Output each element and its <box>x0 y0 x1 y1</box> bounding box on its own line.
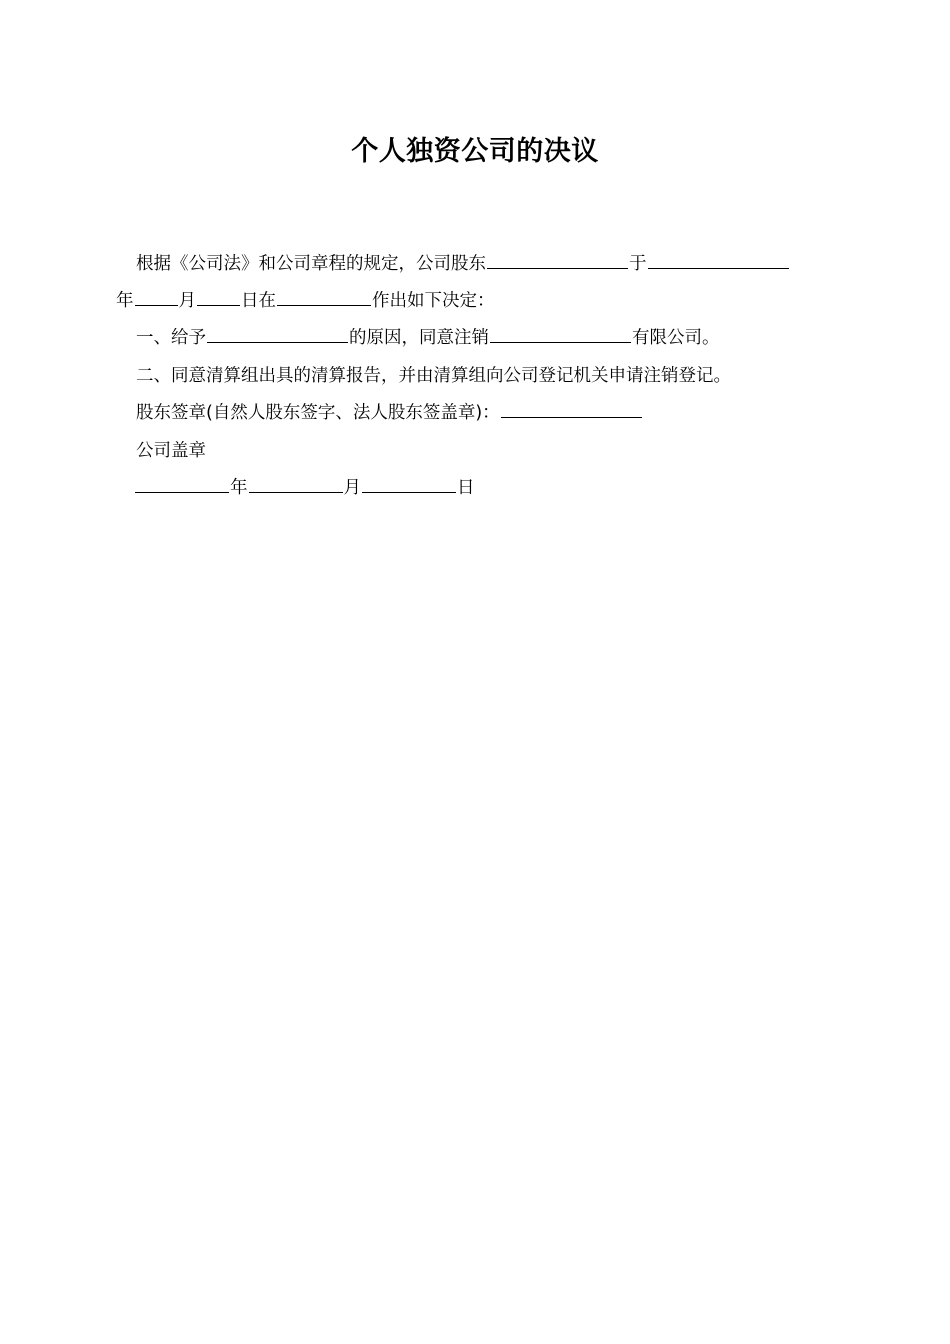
decision-label: 作出如下决定： <box>372 291 495 311</box>
resolution-intro-line-2 <box>116 289 495 313</box>
year-blank[interactable] <box>135 476 229 493</box>
item1-middle: 的原因，同意注销 <box>349 328 489 348</box>
month-label: 月 <box>178 291 196 311</box>
intro-text: 根据《公司法》和公司章程的规定，公司股东 <box>136 254 486 274</box>
date-day-label: 日 <box>457 478 475 498</box>
day-label: 日在 <box>241 291 276 311</box>
day-blank[interactable] <box>197 289 240 306</box>
shareholder-signature-line <box>136 401 643 425</box>
date-year-label: 年 <box>230 478 248 498</box>
company-name-blank[interactable] <box>490 326 631 343</box>
year-label: 年 <box>116 291 134 311</box>
date-line <box>134 476 475 500</box>
month-blank[interactable] <box>135 289 178 306</box>
shareholder-name-blank[interactable] <box>487 252 628 269</box>
intro-at-text: 于 <box>629 254 647 274</box>
date-day-blank[interactable] <box>362 476 456 493</box>
resolution-intro-line-1 <box>136 252 790 276</box>
signature-blank[interactable] <box>501 401 642 418</box>
signature-label: 股东签章(自然人股东签字、法人股东签盖章)： <box>136 403 500 423</box>
date-month-label: 月 <box>343 478 361 498</box>
item1-prefix: 一、给予 <box>136 328 206 348</box>
date-place-blank[interactable] <box>648 252 789 269</box>
location-blank[interactable] <box>277 289 371 306</box>
item1-suffix: 有限公司。 <box>632 328 720 348</box>
date-month-blank[interactable] <box>249 476 343 493</box>
reason-blank[interactable] <box>207 326 348 343</box>
document-title: 个人独资公司的决议 <box>351 136 599 167</box>
resolution-item-2: 二、同意清算组出具的清算报告，并由清算组向公司登记机关申请注销登记。 <box>136 366 731 386</box>
resolution-item-1 <box>136 326 720 350</box>
company-seal-label: 公司盖章 <box>136 441 206 461</box>
